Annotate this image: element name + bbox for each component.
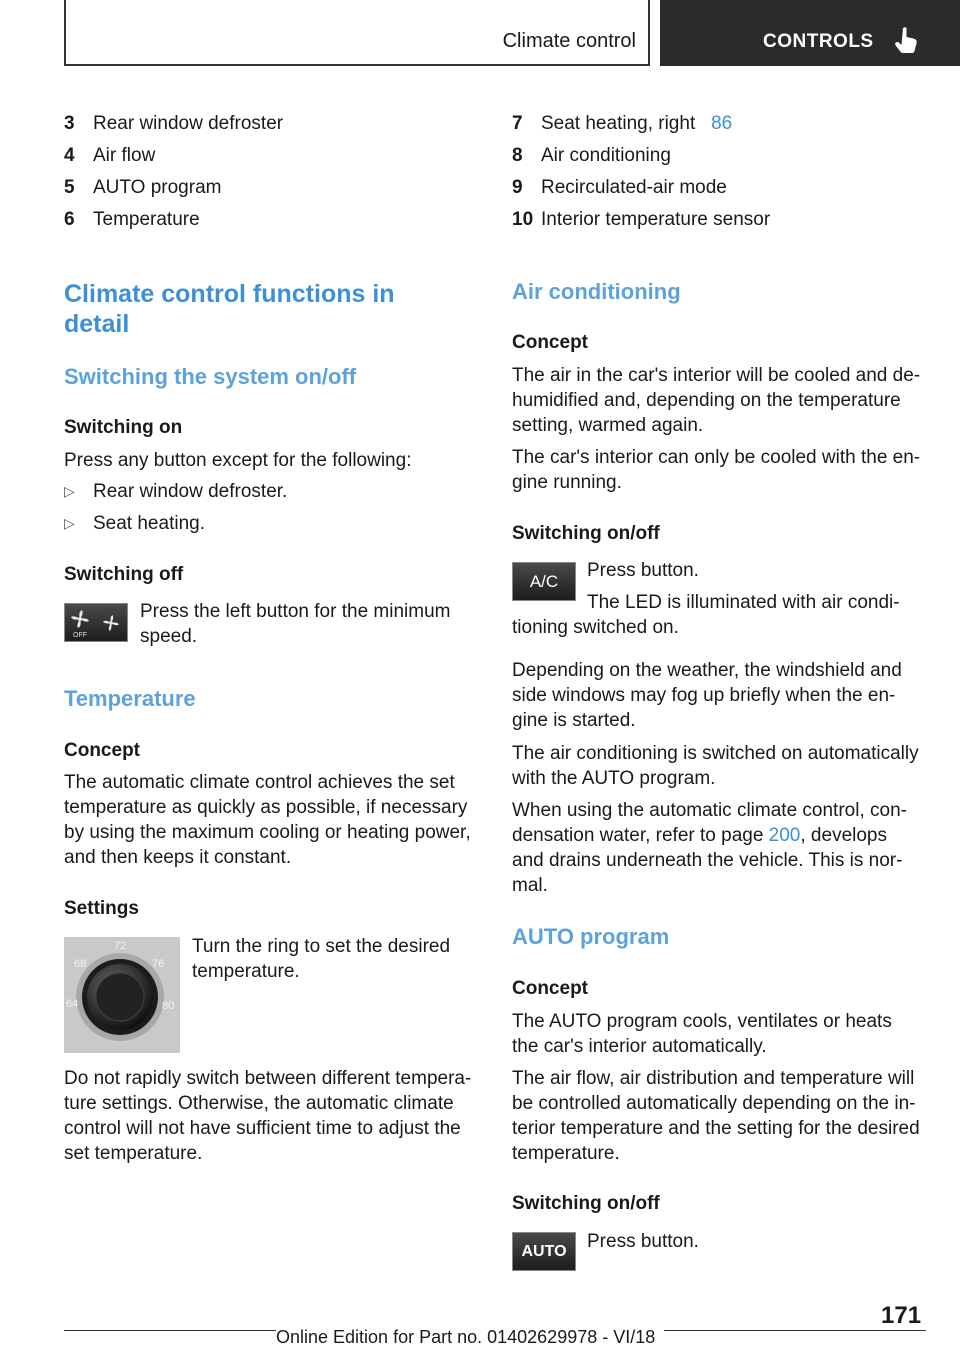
ac-button-image [512, 562, 576, 601]
auto-button-label: AUTO [521, 1242, 567, 1260]
footer-edition: Online Edition for Part no. 01402629978 - VI/18 [276, 1327, 656, 1347]
fan-off-button-image [64, 603, 128, 642]
ac-auto-text: The air conditioning is switched on automatically with the AUTO program. [512, 743, 919, 789]
ac-concept-text-1: The air in the car's interior will be cooled and de‐ humidified and, depending on the temperature setting, warmed again. [512, 365, 921, 436]
switching-on-text: Press any button except for the following: [64, 450, 412, 471]
temperature-dial-image [64, 937, 180, 1053]
temperature-note-text: Do not rapidly switch between different tempera‐ ture settings. Otherwise, the automatic climate control will not have sufficient time to adjust the set temperature. [64, 1068, 472, 1164]
auto-button-image [512, 1232, 576, 1271]
header-section-title: Climate control [502, 30, 636, 52]
temperature-dial-icon [64, 937, 180, 1053]
header-chapter-title: CONTROLS [763, 31, 874, 52]
heading-auto-switching: Switching on/off [512, 1193, 660, 1214]
header-section-box [64, 0, 650, 66]
heading-ac-switching: Switching on/off [512, 523, 660, 544]
settings-text-2: temperature. [192, 961, 300, 982]
triangle-bullet-icon: ▷ [64, 483, 75, 499]
heading-auto-concept: Concept [512, 978, 588, 999]
auto-switch-text: Press button. [587, 1231, 699, 1252]
ac-concept-text-2: The car's interior can only be cooled with the en‐ gine running. [512, 447, 921, 493]
svg-text:OFF: OFF [73, 632, 87, 639]
heading-switching-off: Switching off [64, 564, 184, 585]
ac-switch-text-1: Press button. [587, 560, 699, 581]
footer-rule-left [64, 1330, 276, 1331]
footer-rule-right [664, 1330, 926, 1331]
heading-air-conditioning: Air conditioning [512, 279, 681, 304]
heading-temperature: Temperature [64, 686, 196, 711]
triangle-bullet-icon: ▷ [64, 515, 75, 531]
ac-button-label: A/C [529, 571, 559, 591]
heading-switching-on: Switching on [64, 417, 183, 438]
settings-text-1: Turn the ring to set the desired [192, 936, 451, 957]
heading-temperature-concept: Concept [64, 740, 140, 761]
heading-ac-concept: Concept [512, 332, 588, 353]
heading-switching-system: Switching the system on/off [64, 364, 357, 389]
auto-concept-text-1: The AUTO program cools, ventilates or heats the car's interior automatically. [512, 1011, 892, 1057]
temperature-concept-text: The automatic climate control achieves the set temperature as quickly as possible, if necessary by using the maximum cooling or heating power, and then keeps it constant. [64, 772, 471, 868]
heading-auto-program: AUTO program [512, 924, 670, 949]
switching-off-text-1: Press the left button for the minimum [140, 601, 451, 622]
svg-text:68: 68 [74, 958, 87, 970]
svg-text:80: 80 [162, 1000, 175, 1012]
page-number: 171 [881, 1302, 922, 1329]
page-ref-link-86[interactable]: 86 [711, 113, 733, 134]
header-chapter-box [660, 0, 960, 66]
switching-off-text-2: speed. [140, 626, 198, 647]
ac-weather-text: Depending on the weather, the windshield and side windows may fog up briefly when the en‐ gine is started. [512, 660, 902, 731]
auto-concept-text-2: The air flow, air distribution and temperature will be controlled automatically depending on the in‐ terior temperature and the setting for the desired temperature. [512, 1068, 920, 1164]
section-title-functions: Climate control functions in detail [64, 280, 395, 338]
ac-switch-text-2: The LED is illuminated with air condi‐ [587, 592, 900, 613]
ac-condensation-text: When using the automatic climate control, con‐ densation water, refer to page 200, develops and drains underneath the vehicle. This is nor‐ mal. [512, 800, 907, 896]
heading-settings: Settings [64, 898, 139, 919]
page-ref-link-200[interactable]: 200 [768, 825, 801, 846]
svg-text:64: 64 [66, 998, 79, 1010]
pointing-hand-icon [894, 26, 920, 54]
ac-switch-text-3: tioning switched on. [512, 617, 679, 638]
svg-text:72: 72 [114, 940, 127, 952]
svg-text:76: 76 [152, 958, 165, 970]
fan-off-icon [65, 604, 129, 643]
